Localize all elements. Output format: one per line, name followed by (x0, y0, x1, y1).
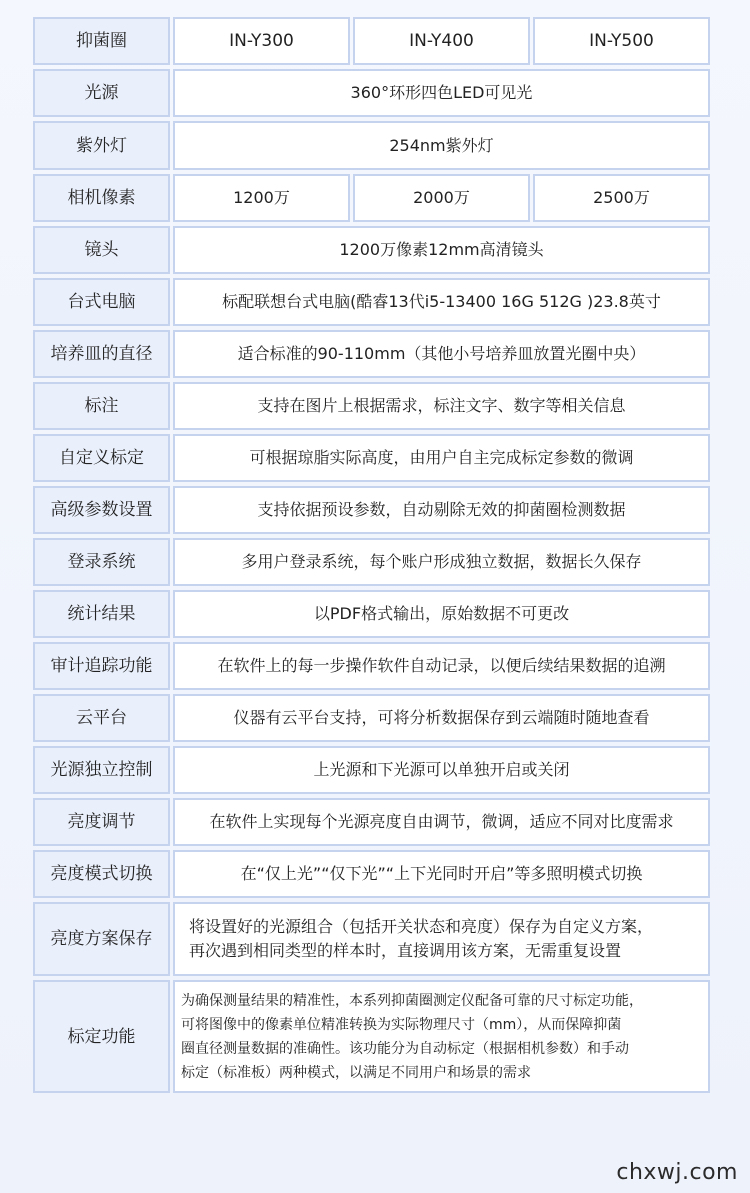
spec-value-line: 再次遇到相同类型的样本时，直接调用该方案，无需重复设置 (189, 941, 622, 960)
spec-row (33, 798, 710, 846)
spec-row (33, 538, 710, 586)
spec-value: 多用户登录系统，每个账户形成独立数据，数据长久保存 (173, 538, 710, 586)
spec-value: 360°环形四色LED可见光 (173, 69, 710, 117)
spec-row (33, 746, 710, 794)
model-y500: IN-Y500 (533, 17, 710, 65)
watermark: chxwj.com (616, 1160, 738, 1185)
spec-label: 亮度方案保存 (33, 902, 170, 976)
spec-value: 适合标准的90-110mm（其他小号培养皿放置光圈中央） (173, 330, 710, 378)
spec-label: 紫外灯 (33, 121, 170, 170)
spec-label: 镜头 (33, 226, 170, 274)
spec-row (33, 980, 710, 1093)
spec-value: 在“仅上光”“仅下光”“上下光同时开启”等多照明模式切换 (173, 850, 710, 898)
spec-label: 亮度模式切换 (33, 850, 170, 898)
spec-row (33, 226, 710, 274)
header-label: 抑菌圈 (33, 17, 170, 65)
spec-label: 标注 (33, 382, 170, 430)
spec-row (33, 590, 710, 638)
camera-y500: 2500万 (533, 174, 710, 222)
spec-value-line: 可将图像中的像素单位精准转换为实际物理尺寸（mm），从而保障抑菌 (181, 1016, 622, 1033)
spec-value: 在软件上的每一步操作软件自动记录，以便后续结果数据的追溯 (173, 642, 710, 690)
spec-value: 在软件上实现每个光源亮度自由调节，微调，适应不同对比度需求 (173, 798, 710, 846)
spec-label: 台式电脑 (33, 278, 170, 326)
spec-label: 亮度调节 (33, 798, 170, 846)
camera-y300: 1200万 (173, 174, 350, 222)
spec-row (33, 486, 710, 534)
spec-row (33, 278, 710, 326)
model-y400: IN-Y400 (353, 17, 530, 65)
spec-row (33, 850, 710, 898)
spec-row (33, 330, 710, 378)
spec-label: 标定功能 (33, 980, 170, 1093)
model-y300: IN-Y300 (173, 17, 350, 65)
spec-label: 自定义标定 (33, 434, 170, 482)
spec-row (33, 69, 710, 117)
spec-table (33, 17, 710, 1097)
spec-label: 培养皿的直径 (33, 330, 170, 378)
spec-value (173, 980, 710, 1093)
spec-row (33, 642, 710, 690)
spec-label: 云平台 (33, 694, 170, 742)
spec-row (33, 694, 710, 742)
spec-value-line: 圈直径测量数据的准确性。该功能分为自动标定（根据相机参数）和手动 (181, 1040, 629, 1057)
spec-row (33, 174, 710, 222)
spec-value (173, 902, 710, 976)
spec-row (33, 121, 710, 170)
header-row (33, 17, 710, 65)
spec-value: 可根据琼脂实际高度，由用户自主完成标定参数的微调 (173, 434, 710, 482)
spec-row (33, 382, 710, 430)
spec-row (33, 902, 710, 976)
spec-label: 登录系统 (33, 538, 170, 586)
spec-label: 光源独立控制 (33, 746, 170, 794)
spec-row (33, 434, 710, 482)
spec-label: 相机像素 (33, 174, 170, 222)
spec-value-line: 将设置好的光源组合（包括开关状态和亮度）保存为自定义方案， (189, 917, 654, 936)
spec-label: 高级参数设置 (33, 486, 170, 534)
spec-value: 支持在图片上根据需求，标注文字、数字等相关信息 (173, 382, 710, 430)
spec-value-line: 标定（标准板）两种模式，以满足不同用户和场景的需求 (181, 1064, 531, 1081)
spec-value: 支持依据预设参数，自动剔除无效的抑菌圈检测数据 (173, 486, 710, 534)
spec-label: 统计结果 (33, 590, 170, 638)
spec-value: 1200万像素12mm高清镜头 (173, 226, 710, 274)
spec-value: 254nm紫外灯 (173, 121, 710, 170)
spec-label: 光源 (33, 69, 170, 117)
spec-label: 审计追踪功能 (33, 642, 170, 690)
spec-value: 上光源和下光源可以单独开启或关闭 (173, 746, 710, 794)
spec-value-line: 为确保测量结果的精准性，本系列抑菌圈测定仪配备可靠的尺寸标定功能， (181, 992, 643, 1009)
camera-y400: 2000万 (353, 174, 530, 222)
spec-value: 以PDF格式输出，原始数据不可更改 (173, 590, 710, 638)
spec-value: 标配联想台式电脑(酷睿13代i5-13400 16G 512G )23.8英寸 (173, 278, 710, 326)
spec-value: 仪器有云平台支持，可将分析数据保存到云端随时随地查看 (173, 694, 710, 742)
